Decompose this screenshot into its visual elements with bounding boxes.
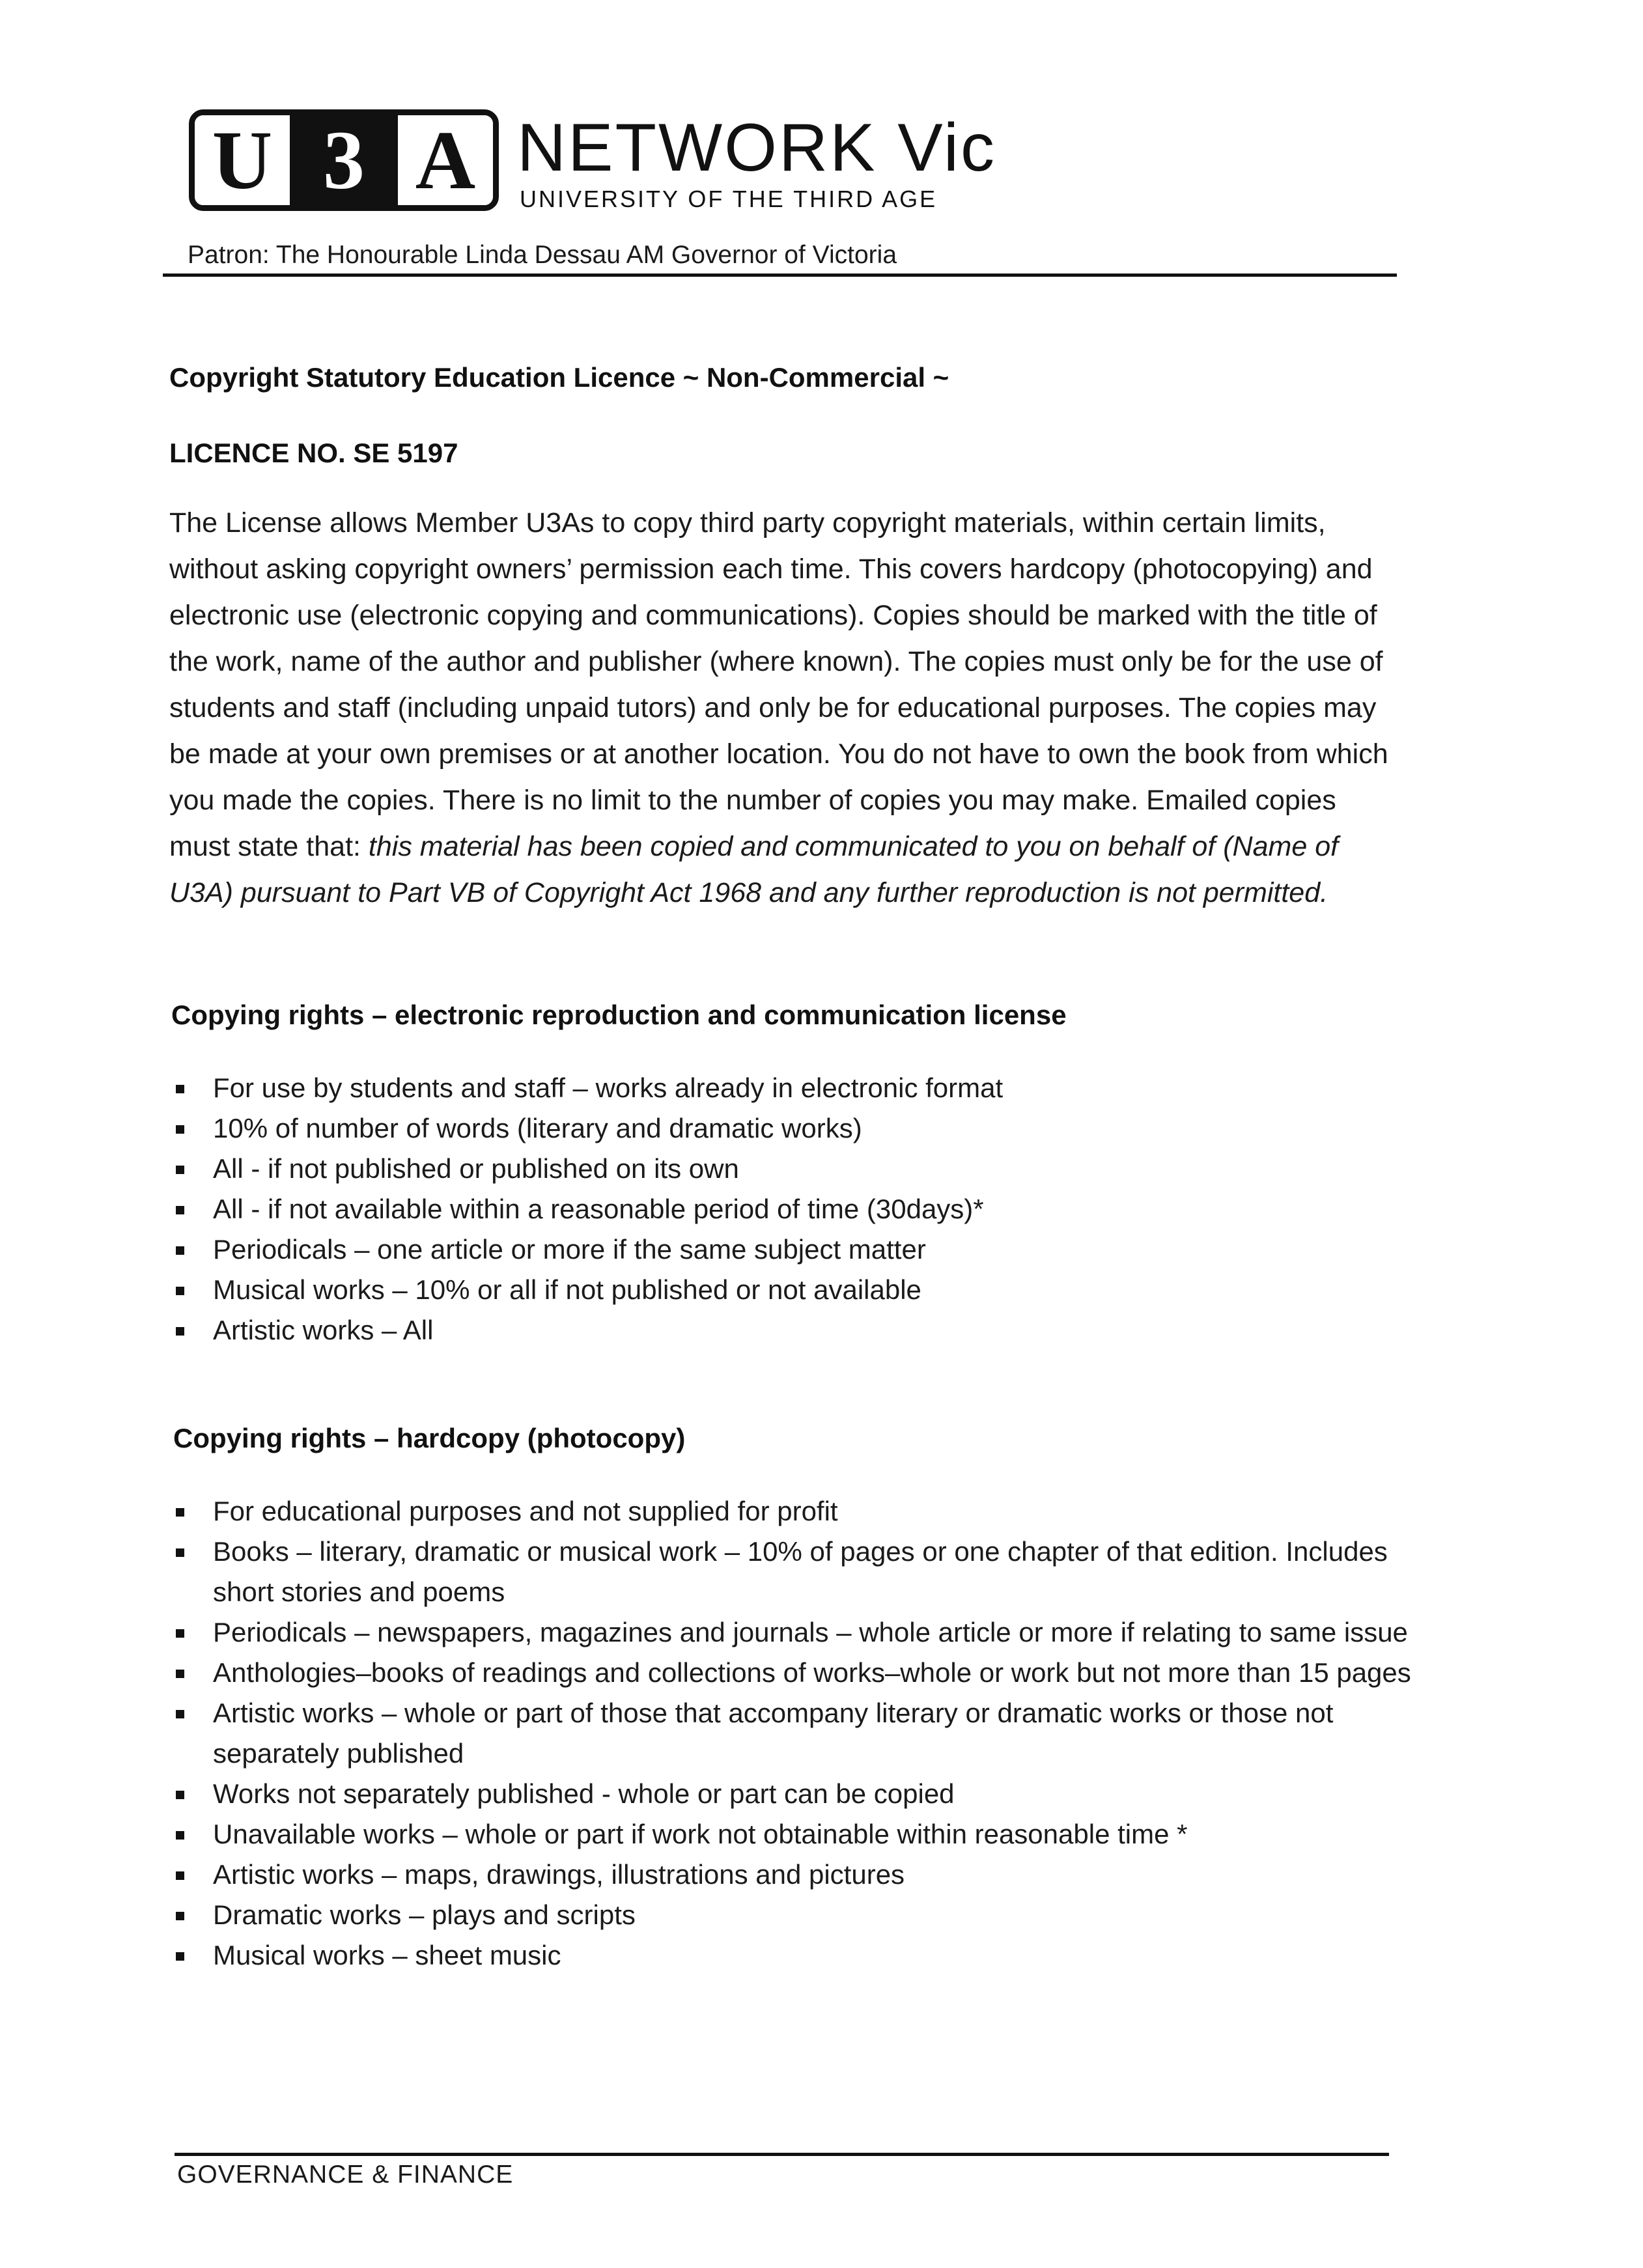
logo-letter-a: A [398, 115, 493, 205]
u3a-logo [189, 109, 499, 211]
list-item: Works not separately published - whole or part can be copied [171, 1774, 1424, 1814]
logo-letter-3: 3 [295, 115, 393, 205]
list-item: For educational purposes and not supplied for profit [171, 1491, 1424, 1532]
list-item: All - if not published or published on its own [171, 1149, 1395, 1189]
hardcopy-rights-list [171, 1491, 1424, 1976]
intro-text: The License allows Member U3As to copy third party copyright materials, within certain limits, without asking copyright owners’ permission each time. This covers hardcopy (photocopying) and electronic use (electronic copying and communications). Copies should be marked with the title of the work, name of the author and publisher (where known). The copies must only be for the use of students and staff (including unpaid tutors) and only be for educational purposes. The copies may be made at your own premises or at another location. You do not have to own the book from which you made the copies. There is no limit to the number of copies you may make. Emailed copies must state that: [169, 507, 1388, 862]
list-item: For use by students and staff – works already in electronic format [171, 1068, 1395, 1108]
list-item: Unavailable works – whole or part if work not obtainable within reasonable time * [171, 1814, 1424, 1855]
list-item: Musical works – sheet music [171, 1935, 1424, 1976]
section-heading-electronic: Copying rights – electronic reproduction and communication license [171, 1000, 1067, 1030]
licence-number: LICENCE NO. SE 5197 [169, 438, 458, 468]
logo-letter-u: U [195, 115, 290, 205]
patron-line: Patron: The Honourable Linda Dessau AM Governor of Victoria [188, 241, 897, 269]
header-divider [163, 273, 1397, 277]
intro-paragraph [169, 500, 1400, 916]
intro-italic-notice: this material has been copied and communicated to you on behalf of (Name of U3A) pursuant to Part VB of Copyright Act 1968 and any further reproduction is not permitted. [169, 831, 1339, 908]
list-item: Artistic works – maps, drawings, illustrations and pictures [171, 1855, 1424, 1895]
list-item: All - if not available within a reasonable period of time (30days)* [171, 1189, 1395, 1229]
list-item: 10% of number of words (literary and dramatic works) [171, 1108, 1395, 1149]
list-item: Musical works – 10% or all if not published or not available [171, 1270, 1395, 1310]
list-item: Artistic works – All [171, 1310, 1395, 1351]
network-subtitle: UNIVERSITY OF THE THIRD AGE [520, 186, 938, 212]
list-item: Periodicals – one article or more if the same subject matter [171, 1229, 1395, 1270]
list-item: Books – literary, dramatic or musical work – 10% of pages or one chapter of that edition. Includes short stories and poems [171, 1532, 1424, 1612]
list-item: Anthologies–books of readings and collections of works–whole or work but not more than 15 pages [171, 1653, 1424, 1693]
list-item: Artistic works – whole or part of those that accompany literary or dramatic works or those not separately published [171, 1693, 1424, 1774]
section-heading-hardcopy: Copying rights – hardcopy (photocopy) [173, 1423, 686, 1453]
footer-divider [175, 2153, 1389, 2156]
list-item: Periodicals – newspapers, magazines and journals – whole article or more if relating to same issue [171, 1612, 1424, 1653]
footer-label: GOVERNANCE & FINANCE [177, 2161, 514, 2189]
electronic-rights-list [171, 1068, 1395, 1351]
list-item: Dramatic works – plays and scripts [171, 1895, 1424, 1935]
network-title: NETWORK Vic [517, 110, 997, 186]
document-title: Copyright Statutory Education Licence ~ Non-Commercial ~ [169, 362, 949, 393]
